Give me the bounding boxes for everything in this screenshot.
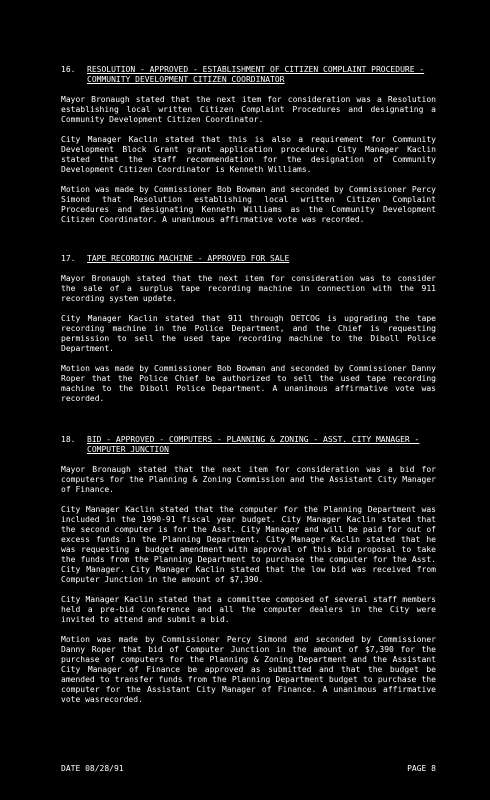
section-title: TAPE RECORDING MACHINE - APPROVED FOR SALE — [87, 254, 290, 263]
paragraph: Mayor Bronaugh stated that the next item for consideration was a bid for computers for the Planning & Zoning Commission and the Assistant City Manager of Finance. — [61, 465, 436, 494]
section-title: BID - APPROVED - COMPUTERS - PLANNING & ZONING - ASST. CITY MANAGER - COMPUTER JUNCTION — [87, 435, 420, 454]
section-16 — [61, 65, 436, 225]
footer-date: DATE 08/28/91 — [61, 764, 124, 773]
paragraph: City Manager Kaclin stated that the computer for the Planning Department was included in the 1990-91 fiscal year budget. City Manager Kaclin stated that the second computer is for the Asst. City Manager and will be paid for out of excess funds in the Planning Department. City Manager Kaclin stated that he was requesting a budget amendment with approval of this bid proposal to take the funds from the Planning Department to purchase the computer for the Asst. City Manager. City Manager Kaclin stated that the low bid was received from Computer Junction in the amount of $7,390. — [61, 505, 436, 584]
section-heading — [61, 65, 436, 85]
paragraph: City Manager Kaclin stated that this is also a requirement for Community Development Block Grant grant application procedure. City Manager Kaclin stated that the staff recommendation for the designation of Community Development Citizen Coordinator is Kenneth Williams. — [61, 135, 436, 174]
section-heading — [61, 435, 436, 455]
paragraph: Motion was made by Commissioner Bob Bowman and seconded by Commissioner Danny Roper that the Police Chief be authorized to sell the used tape recording machine to the Diboll Police Department. A unanimous affirmative vote was recorded. — [61, 364, 436, 403]
section-number: 18. — [61, 435, 76, 444]
paragraph: Motion was made by Commissioner Bob Bowman and seconded by Commissioner Percy Simond that Resolution establishing local written Citizen Complaint Procedures and designating Kenneth Williams as the Community Development Citizen Coordinator. A unanimous affirmative vote was recorded. — [61, 185, 436, 224]
section-heading — [61, 254, 436, 264]
section-18 — [61, 435, 436, 705]
section-number: 16. — [61, 65, 76, 74]
paragraph: Motion was made by Commissioner Percy Simond and seconded by Commissioner Danny Roper that bid of Computer Junction in the amount of $7,390 for the purchase of computers for the Planning & Zoning Department and the Assistant City Manager of Finance be approved as submitted and that the budget be amended to transfer funds from the Planning Department budget to purchase the computer for the Assistant City Manager of Finance. A unanimous affirmative vote wasrecorded. — [61, 635, 436, 704]
page-footer — [61, 764, 436, 774]
paragraph: Mayor Bronaugh stated that the next item for consideration was to consider the sale of a surplus tape recording machine in connection with the 911 recording system update. — [61, 274, 436, 303]
section-17 — [61, 254, 436, 404]
paragraph: Mayor Bronaugh stated that the next item for consideration was a Resolution establishing local written Citizen Complaint Procedures and designating a Community Development Citizen Coordinator. — [61, 95, 436, 124]
section-number: 17. — [61, 254, 76, 263]
footer-page-number: PAGE 8 — [407, 764, 436, 773]
paragraph: City Manager Kaclin stated that 911 through DETCOG is upgrading the tape recording machine in the Police Department, and the Chief is requesting permission to sell the used tape recording machine to the Diboll Police Department. — [61, 314, 436, 353]
section-title: RESOLUTION - APPROVED - ESTABLISHMENT OF CITIZEN COMPLAINT PROCEDURE - COMMUNITY DEVELOPMENT CITIZEN COORDINATOR — [87, 65, 425, 84]
paragraph: City Manager Kaclin stated that a committee composed of several staff members held a pre-bid conference and all the computer dealers in the City were invited to attend and submit a bid. — [61, 595, 436, 624]
